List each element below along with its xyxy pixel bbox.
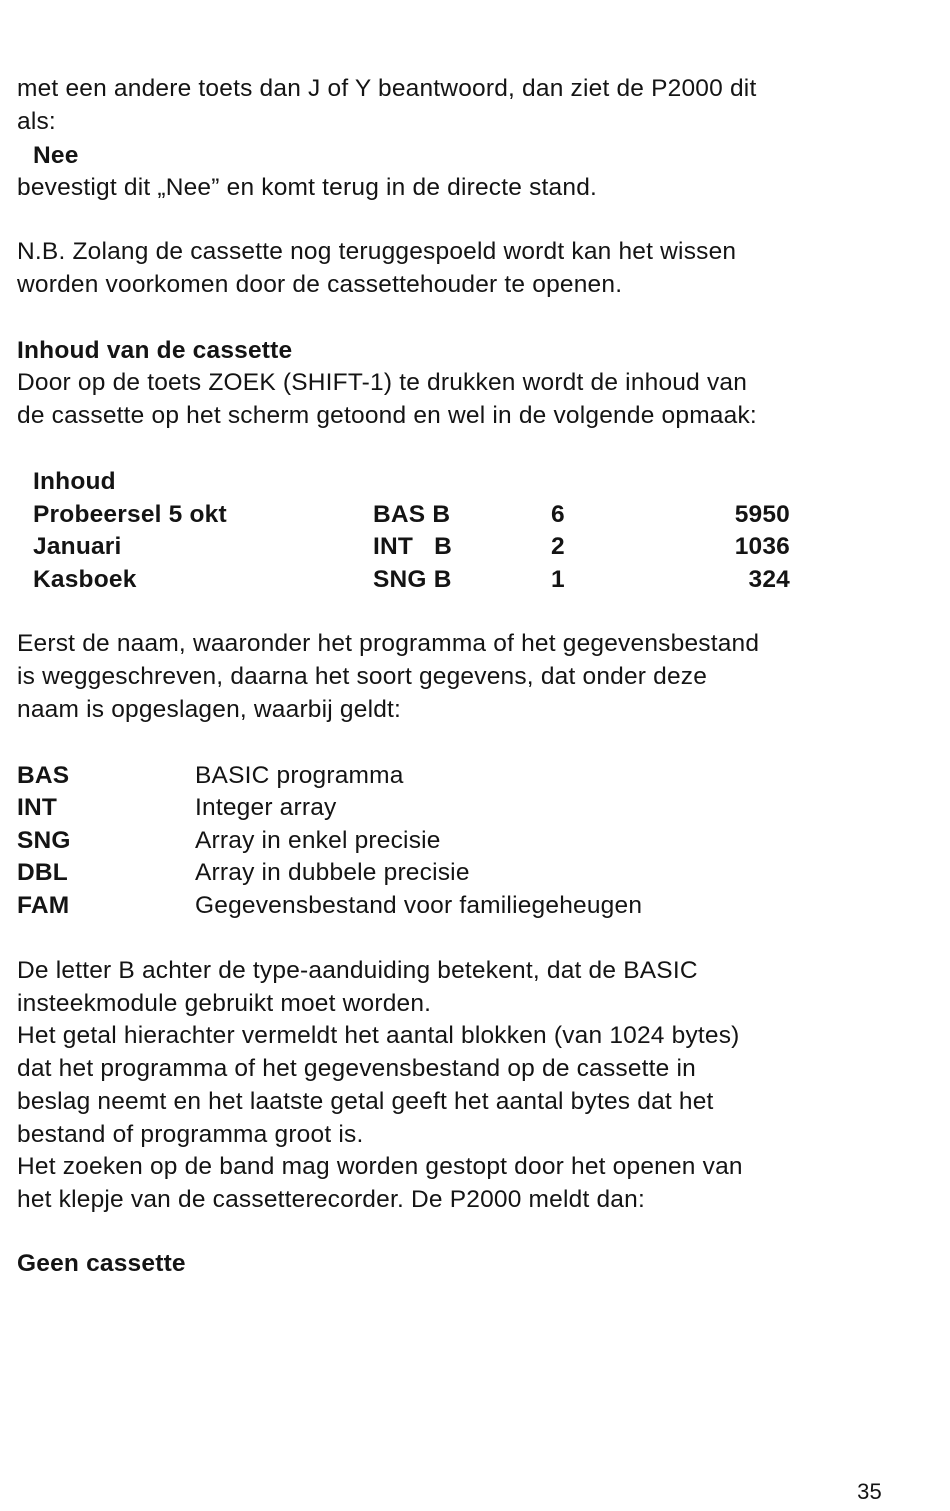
body-text-line: de cassette op het scherm getoond en wel in de volgende opmaak: (17, 402, 757, 429)
type-code: SNG (17, 827, 71, 854)
type-code: DBL (17, 859, 68, 886)
type-description: Array in dubbele precisie (195, 859, 470, 886)
listing-type: INT B (373, 533, 452, 560)
section-heading: Inhoud van de cassette (17, 337, 293, 364)
body-text-line: als: (17, 108, 56, 135)
note-line: N.B. Zolang de cassette nog teruggespoeld wordt kan het wissen (17, 238, 737, 265)
body-text-line: het klepje van de cassetterecorder. De P2000 meldt dan: (17, 1186, 645, 1213)
type-code: INT (17, 794, 58, 821)
type-description: BASIC programma (195, 762, 404, 789)
body-text-line: bevestigt dit „Nee” en komt terug in de directe stand. (17, 174, 598, 201)
body-text-line: insteekmodule gebruikt moet worden. (17, 990, 432, 1017)
note-line: worden voorkomen door de cassettehouder te openen. (17, 271, 623, 298)
body-text-line: De letter B achter de type-aanduiding betekent, dat de BASIC (17, 957, 698, 984)
listing-heading: Inhoud (33, 468, 116, 495)
body-text-line: beslag neemt en het laatste getal geeft het aantal bytes dat het (17, 1088, 714, 1115)
page-number: 35 (857, 1479, 882, 1504)
body-text-line: bestand of programma groot is. (17, 1121, 364, 1148)
listing-type: BAS B (373, 501, 451, 528)
type-code: BAS (17, 762, 70, 789)
body-text-line: Eerst de naam, waaronder het programma of het gegevensbestand (17, 630, 760, 657)
listing-name: Kasboek (33, 566, 137, 593)
body-text-line: Door op de toets ZOEK (SHIFT-1) te drukken wordt de inhoud van (17, 369, 748, 396)
listing-blocks: 1 (551, 566, 565, 593)
body-text-line: dat het programma of het gegevensbestand op de cassette in (17, 1055, 696, 1082)
body-text-line: is weggeschreven, daarna het soort gegevens, dat onder deze (17, 663, 708, 690)
listing-blocks: 6 (551, 501, 565, 528)
listing-bytes: 5950 (734, 501, 790, 528)
type-description: Integer array (195, 794, 337, 821)
listing-name: Januari (33, 533, 122, 560)
type-code: FAM (17, 892, 70, 919)
type-description: Array in enkel precisie (195, 827, 441, 854)
body-text-line: met een andere toets dan J of Y beantwoord, dan ziet de P2000 dit (17, 75, 757, 102)
body-text-line: Het getal hierachter vermeldt het aantal blokken (van 1024 bytes) (17, 1022, 740, 1049)
body-text-line: Het zoeken op de band mag worden gestopt door het openen van (17, 1153, 743, 1180)
response-nee: Nee (33, 142, 79, 169)
type-description: Gegevensbestand voor familiegeheugen (195, 892, 643, 919)
listing-bytes: 324 (748, 566, 790, 593)
listing-type: SNG B (373, 566, 452, 593)
listing-bytes: 1036 (734, 533, 790, 560)
listing-name: Probeersel 5 okt (33, 501, 227, 528)
message-geen-cassette: Geen cassette (17, 1250, 186, 1277)
body-text-line: naam is opgeslagen, waarbij geldt: (17, 696, 402, 723)
listing-blocks: 2 (551, 533, 565, 560)
